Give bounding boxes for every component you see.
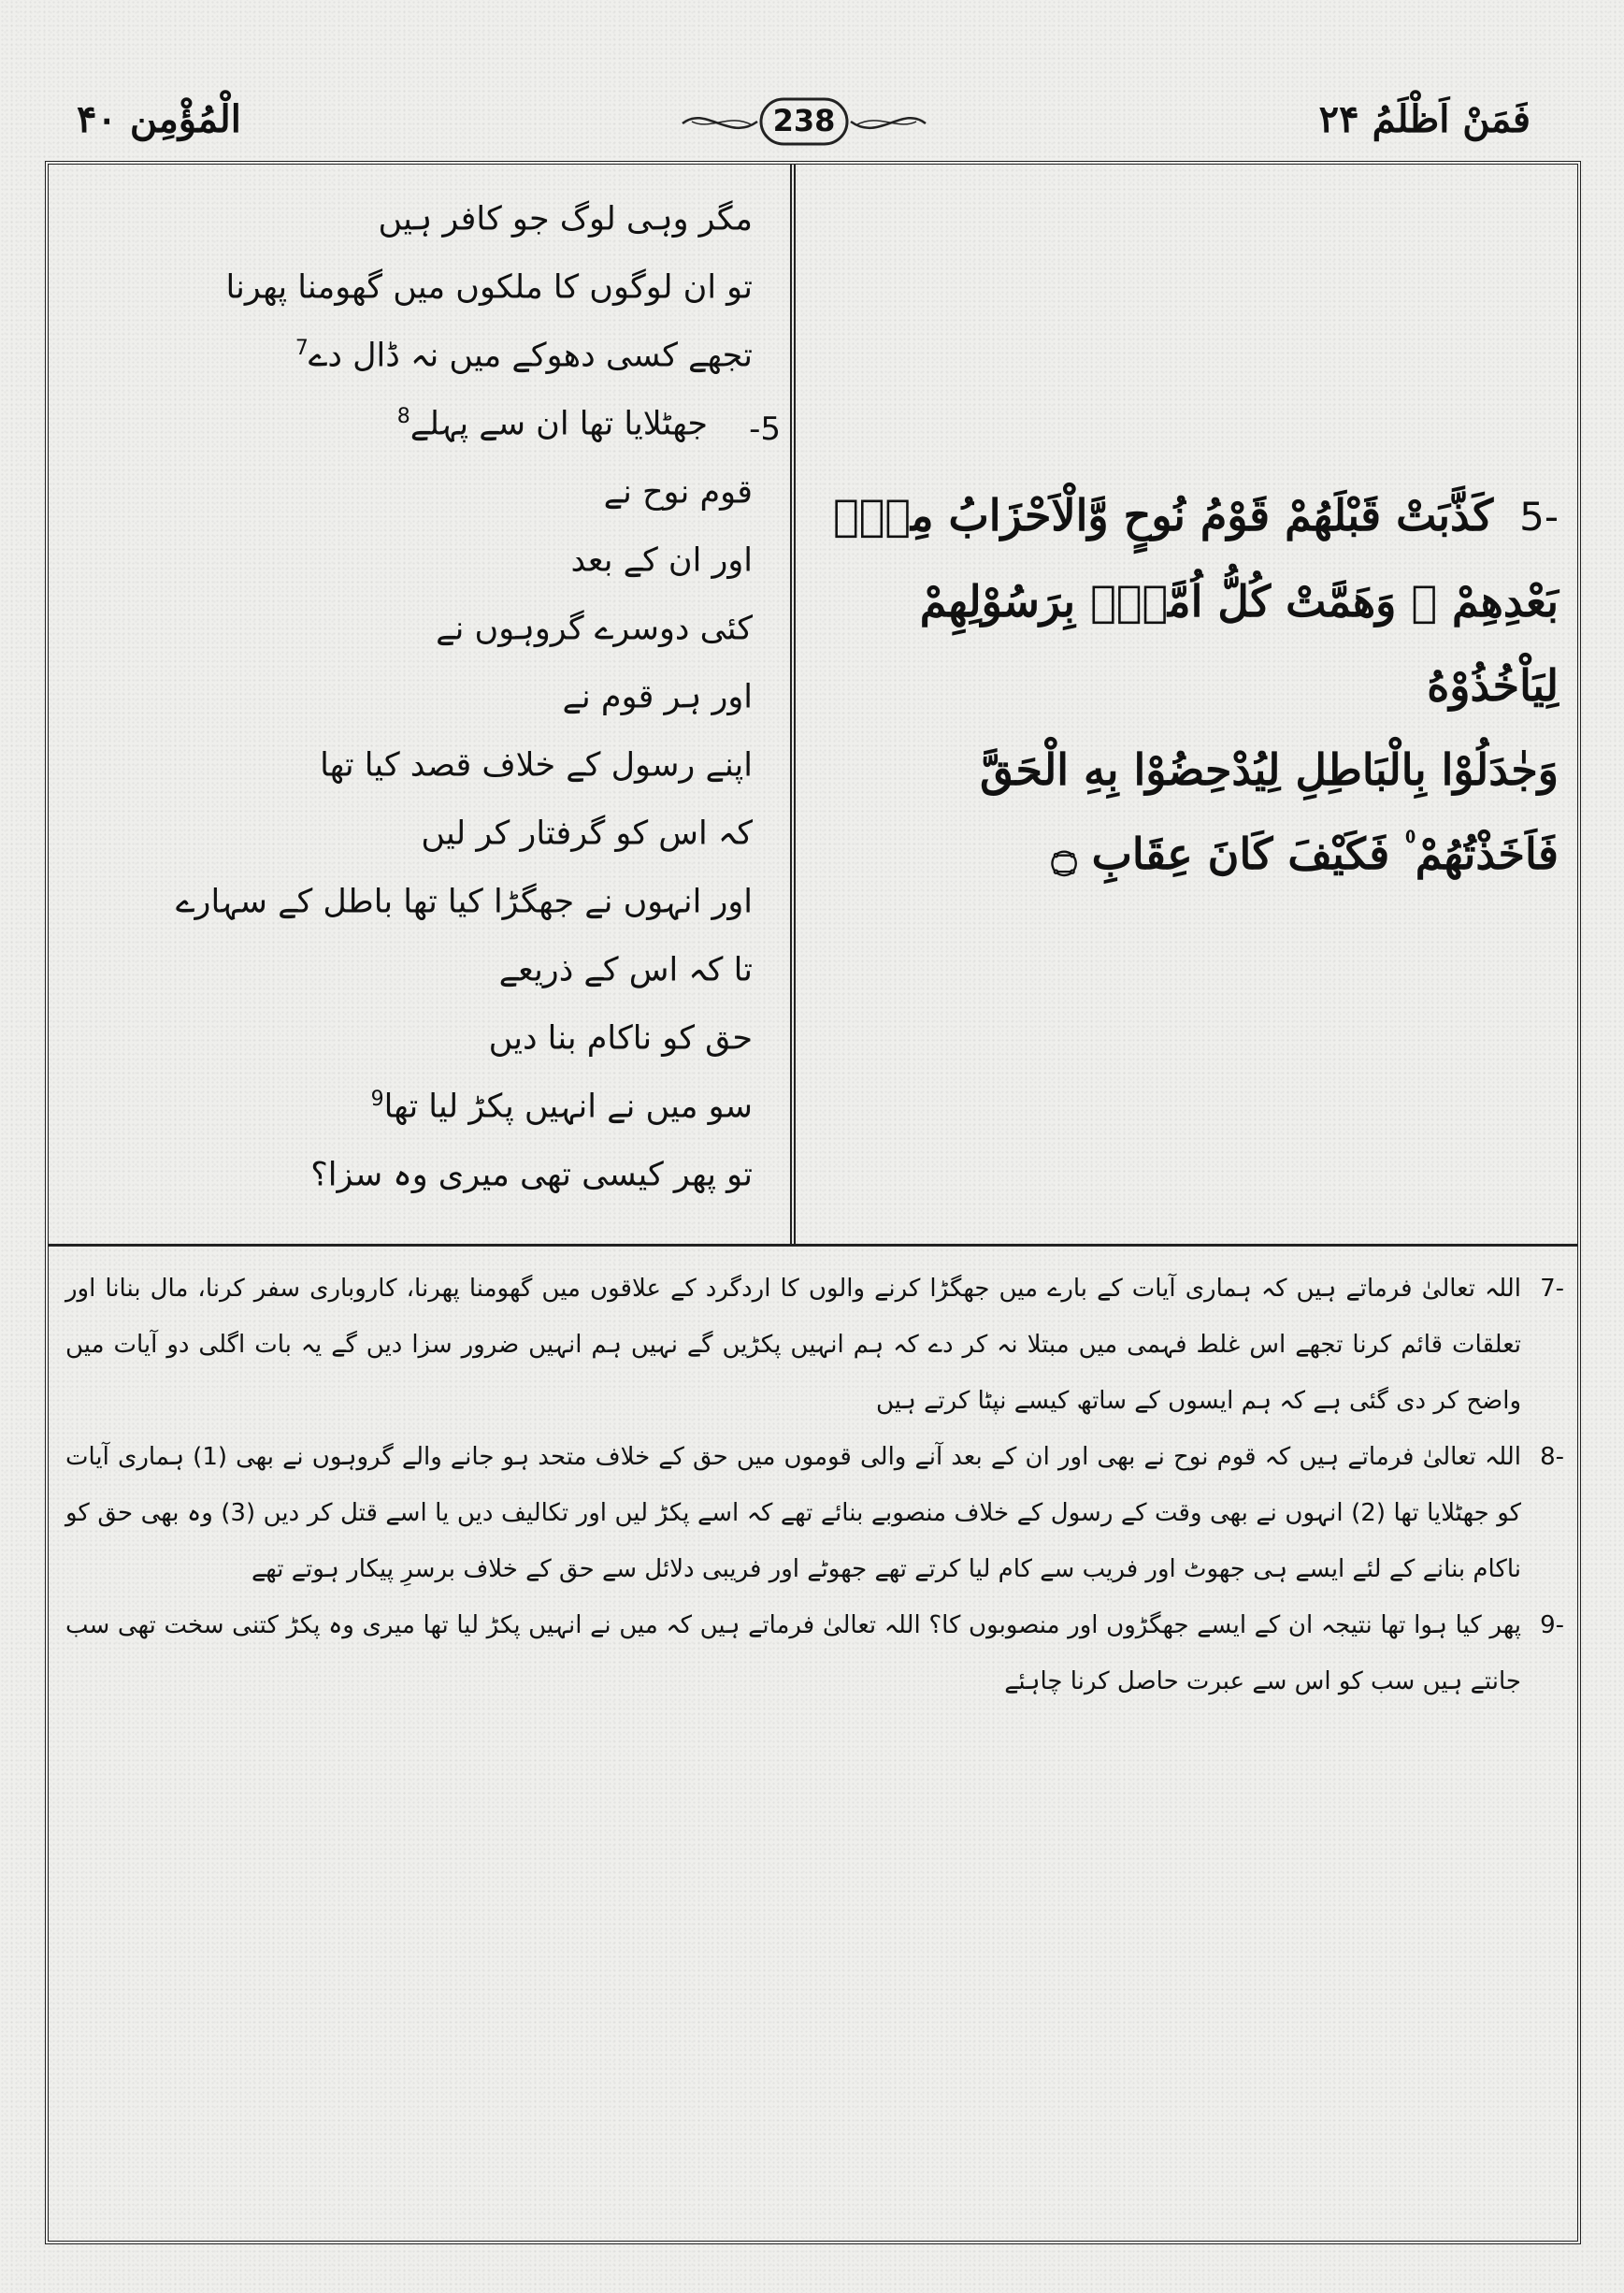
urdu-line: تو ان لوگوں کا ملکوں میں گھومنا پھرنا <box>225 268 753 307</box>
page-number-ornament <box>664 94 944 150</box>
urdu-verse-number: -5 <box>749 411 781 448</box>
column-divider <box>790 165 796 1244</box>
arabic-line: فَاَخَذْتُهُمْ ۠ فَكَيْفَ كَانَ عِقَابِ ۝ <box>1051 829 1559 879</box>
arabic-verse-number: -5 <box>1519 494 1559 540</box>
translation-panel <box>49 165 1577 1247</box>
urdu-translation-column <box>49 165 790 1244</box>
urdu-line: اور انہوں نے جھگڑا کیا تھا باطل کے سہارے <box>176 883 753 921</box>
urdu-line: تجھے کسی دھوکے میں نہ ڈال دے$^7$ <box>295 337 753 375</box>
footnote-number: -7 <box>1540 1275 1564 1303</box>
page-frame <box>45 161 1581 2244</box>
surah-part-title: فَمَنْ اَظْلَمُ ۲۴ <box>1318 97 1531 141</box>
urdu-line: اور ان کے بعد <box>570 541 753 580</box>
footnote-number: -8 <box>1540 1443 1564 1471</box>
urdu-line: اور ہر قوم نے <box>562 678 753 716</box>
urdu-line: اپنے رسول کے خلاف قصد کیا تھا <box>320 746 753 785</box>
arabic-verse <box>801 473 1559 896</box>
footnote-number: -9 <box>1540 1611 1564 1639</box>
footnotes <box>65 1261 1564 1709</box>
urdu-line: کہ اس کو گرفتار کر لیں <box>421 815 753 853</box>
arabic-line: بَعْدِهِمْ ۠ وَهَمَّتْ كُلُّ اُمَّةٍۢ بِرَسُوْلِهِمْ لِيَاْخُذُوْهُ <box>919 576 1559 711</box>
arabic-line: -5كَذَّبَتْ قَبْلَهُمْ قَوْمُ نُوحٍ وَّالْاَحْزَابُ مِنْۢ <box>833 490 1559 541</box>
urdu-line: تا کہ اس کے ذریعے <box>498 951 753 989</box>
urdu-line: مگر وہی لوگ جو کافر ہیں <box>378 200 753 238</box>
footnote-text: اللہ تعالیٰ فرماتے ہیں کہ قوم نوح نے بھی اور ان کے بعد آنے والی قوموں میں حق کے خلاف متحد ہو جانے والے گروہوں نے بھی (1) ہماری آیات کو جھٹلایا تھا (2) انہوں نے بھی وقت کے رسول کے خلاف منصوبے بنائے تھے کہ اسے پکڑ لیں اور تکالیف دیں یا اسے قتل کر دیں (3) وہ بھی حق کو ناکام بنانے کے لئے ایسے ہی جھوٹ اور فریب سے کام لیا کرتے تھے جھوٹے اور فریبی دلائل سے حق کے خلاف برسرِ پیکار ہوتے تھے <box>65 1443 1521 1583</box>
page-number: 238 <box>772 103 836 138</box>
footnote <box>65 1597 1564 1709</box>
urdu-line: قوم نوح نے <box>603 473 753 512</box>
urdu-line: کئی دوسرے گروہوں نے <box>436 610 753 648</box>
arabic-line: وَجٰدَلُوْا بِالْبَاطِلِ لِيُدْحِضُوْا بِهِ الْحَقَّ <box>980 744 1559 795</box>
footnote <box>65 1261 1564 1429</box>
urdu-line: سو میں نے انہیں پکڑ لیا تھا$^9$ <box>370 1088 753 1126</box>
surah-name-title: الْمُؤْمِن ۴۰ <box>77 97 241 141</box>
footnote-text: پھر کیا ہوا تھا نتیجہ ان کے ایسے جھگڑوں اور منصوبوں کا؟ اللہ تعالیٰ فرماتے ہیں کہ میں نے انہیں پکڑ لیا تھا میری وہ پکڑ کتنی سخت تھی سب جانتے ہیں سب کو اس سے عبرت حاصل کرنا چاہئے <box>65 1611 1521 1695</box>
urdu-line: جھٹلایا تھا ان سے پہلے$^8$ <box>396 405 708 443</box>
footnote <box>65 1429 1564 1597</box>
urdu-line: تو پھر کیسی تھی میری وہ سزا؟ <box>310 1156 753 1194</box>
urdu-line: حق کو ناکام بنا دیں <box>488 1019 753 1058</box>
footnote-text: اللہ تعالیٰ فرماتے ہیں کہ ہماری آیات کے بارے میں جھگڑا کرنے والوں کا اردگرد کے علاقوں میں گھومنا پھرنا، کاروباری سفر کرنا، مال بنانا اور تعلقات قائم کرنا تجھے اس غلط فہمی میں مبتلا نہ کر دے کہ ہم انہیں پکڑیں گے نہیں ہم انہیں ضرور سزا دیں گے یہ بات اگلی دو آیات میں واضح کر دی گئی ہے کہ ہم ایسوں کے ساتھ کیسے نپٹا کرتے ہیں <box>65 1275 1521 1415</box>
